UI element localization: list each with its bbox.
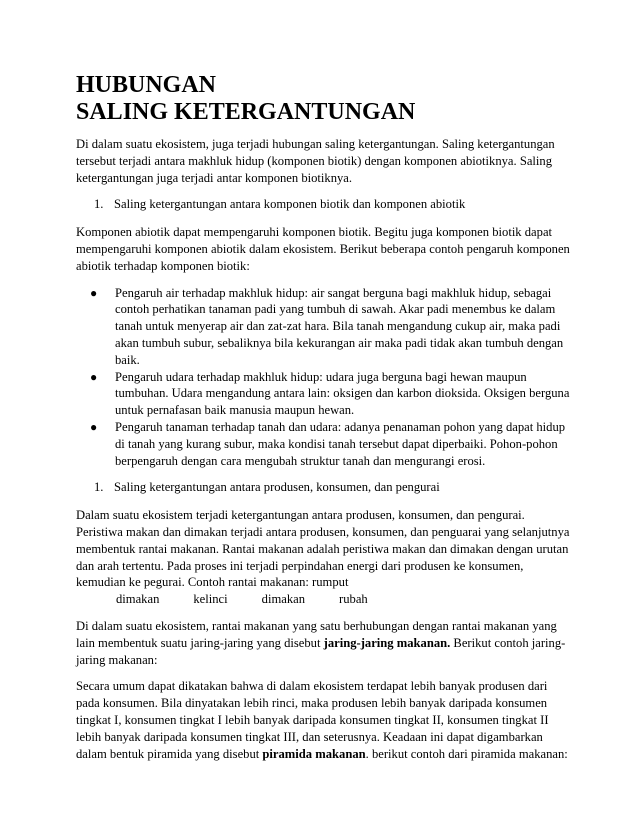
list-item xyxy=(76,285,572,369)
food-chain-line xyxy=(76,591,572,608)
section1-paragraph: Komponen abiotik dapat mempengaruhi komponen biotik. Begitu juga komponen biotik dapat mempengaruhi komponen abiotik dalam ekosistem. Berikut beberapa contoh pengaruh komponen abiotik terhadap komponen biotik: xyxy=(76,225,570,273)
bullet-icon: ● xyxy=(90,419,98,434)
section2-paragraph: Dalam suatu ekosistem terjadi ketergantungan antara produsen, konsumen, dan pengurai. Peristiwa makan dan dimakan terjadi antara produsen, konsumen, dan penguarai yang selanjutnya membentuk rantai makanan. Rantai makanan adalah peristiwa makan dan dimakan dengan urutan dan arah tertentu. Pada proses ini terjadi perpindahan energi dari produsen ke konsumen, kemudian ke pegurai. Contoh rantai makanan: rumput xyxy=(76,508,570,590)
paragraph-text: Di dalam suatu ekosistem, rantai makanan yang satu berhubungan dengan rantai makanan yang lain membentuk suatu jaring-jaring yang disebut xyxy=(76,618,557,650)
bullet-icon: ● xyxy=(90,369,98,384)
bold-term: jaring-jaring makanan. xyxy=(323,635,451,650)
chain-word: kelinci xyxy=(193,592,228,607)
food-pyramid-paragraph xyxy=(76,678,572,762)
chain-word: rubah xyxy=(339,592,368,607)
list-marker: 1. xyxy=(94,197,104,212)
page-title xyxy=(76,72,572,126)
food-chain-example xyxy=(76,591,572,608)
section-heading-2 xyxy=(76,479,572,496)
list-item xyxy=(76,419,572,469)
paragraph-text: Secara umum dapat dikatakan bahwa di dalam ekosistem terdapat lebih banyak produsen dari pada konsumen. Bila dinyatakan lebih rinci, maka produsen lebih banyak daripada konsumen tingkat I, konsumen tingkat I lebih banyak daripada konsumen tingkat II, konsumen tingkat II lebih banyak daripada konsumen tingkat III, dan seterusnya. Keadaan ini dapat digambarkan dalam bentuk piramida yang disebut xyxy=(76,679,549,761)
title-line-1: HUBUNGAN xyxy=(76,72,217,98)
list-item xyxy=(76,369,572,419)
paragraph-text: . berikut contoh dari piramida makanan: xyxy=(365,746,568,761)
document-page xyxy=(76,72,572,772)
intro-paragraph: Di dalam suatu ekosistem, juga terjadi hubungan saling ketergantungan. Saling ketergantungan tersebut terjadi antara makhluk hidup (komponen biotik) dengan komponen abiotiknya. Saling ketergantungan juga terjadi antar komponen biotiknya. xyxy=(76,137,555,185)
list-marker: 1. xyxy=(94,480,104,495)
section-heading-label: Saling ketergantungan antara komponen biotik dan komponen abiotik xyxy=(114,197,466,212)
bullet-text: Pengaruh udara terhadap makhluk hidup: udara juga berguna bagi hewan maupun tumbuhan. Udara mengandung antara lain: oksigen dan karbon dioksida. Oksigen berguna untuk pernafasan baik manusia maupun hewan. xyxy=(115,369,570,418)
bold-term: piramida makanan xyxy=(262,746,366,761)
bullet-text: Pengaruh tanaman terhadap tanah dan udara: adanya penanaman pohon yang dapat hidup di tanah yang kurang subur, maka kondisi tanah tersebut dapat diperbaiki. Pohon-pohon berpengaruh dengan cara mengubah struktur tanah dan mengurangi erosi. xyxy=(115,419,566,468)
bullet-list xyxy=(76,285,572,470)
chain-word: dimakan xyxy=(116,592,160,607)
paragraph-text: Berikut contoh jaring-jaring makanan: xyxy=(76,635,566,667)
food-web-paragraph xyxy=(76,618,572,668)
chain-word: dimakan xyxy=(261,592,306,607)
bullet-text: Pengaruh air terhadap makhluk hidup: air sangat berguna bagi makhluk hidup, sebagai contoh perhatikan tanaman padi yang tumbuh di sawah. Akar padi menembus ke dalam tanah untuk menyerap air dan zat-zat hara. Bila tanah mengandung cukup air, maka padi akan tumbuh subur, sebaliknya bila kekurangan air maka padi tidak akan tumbuh dengan baik. xyxy=(115,285,564,367)
bullet-icon: ● xyxy=(90,285,98,300)
section-heading-label: Saling ketergantungan antara produsen, konsumen, dan pengurai xyxy=(114,480,440,495)
title-line-2: SALING KETERGANTUNGAN xyxy=(76,99,416,125)
section-heading-1 xyxy=(76,196,572,213)
